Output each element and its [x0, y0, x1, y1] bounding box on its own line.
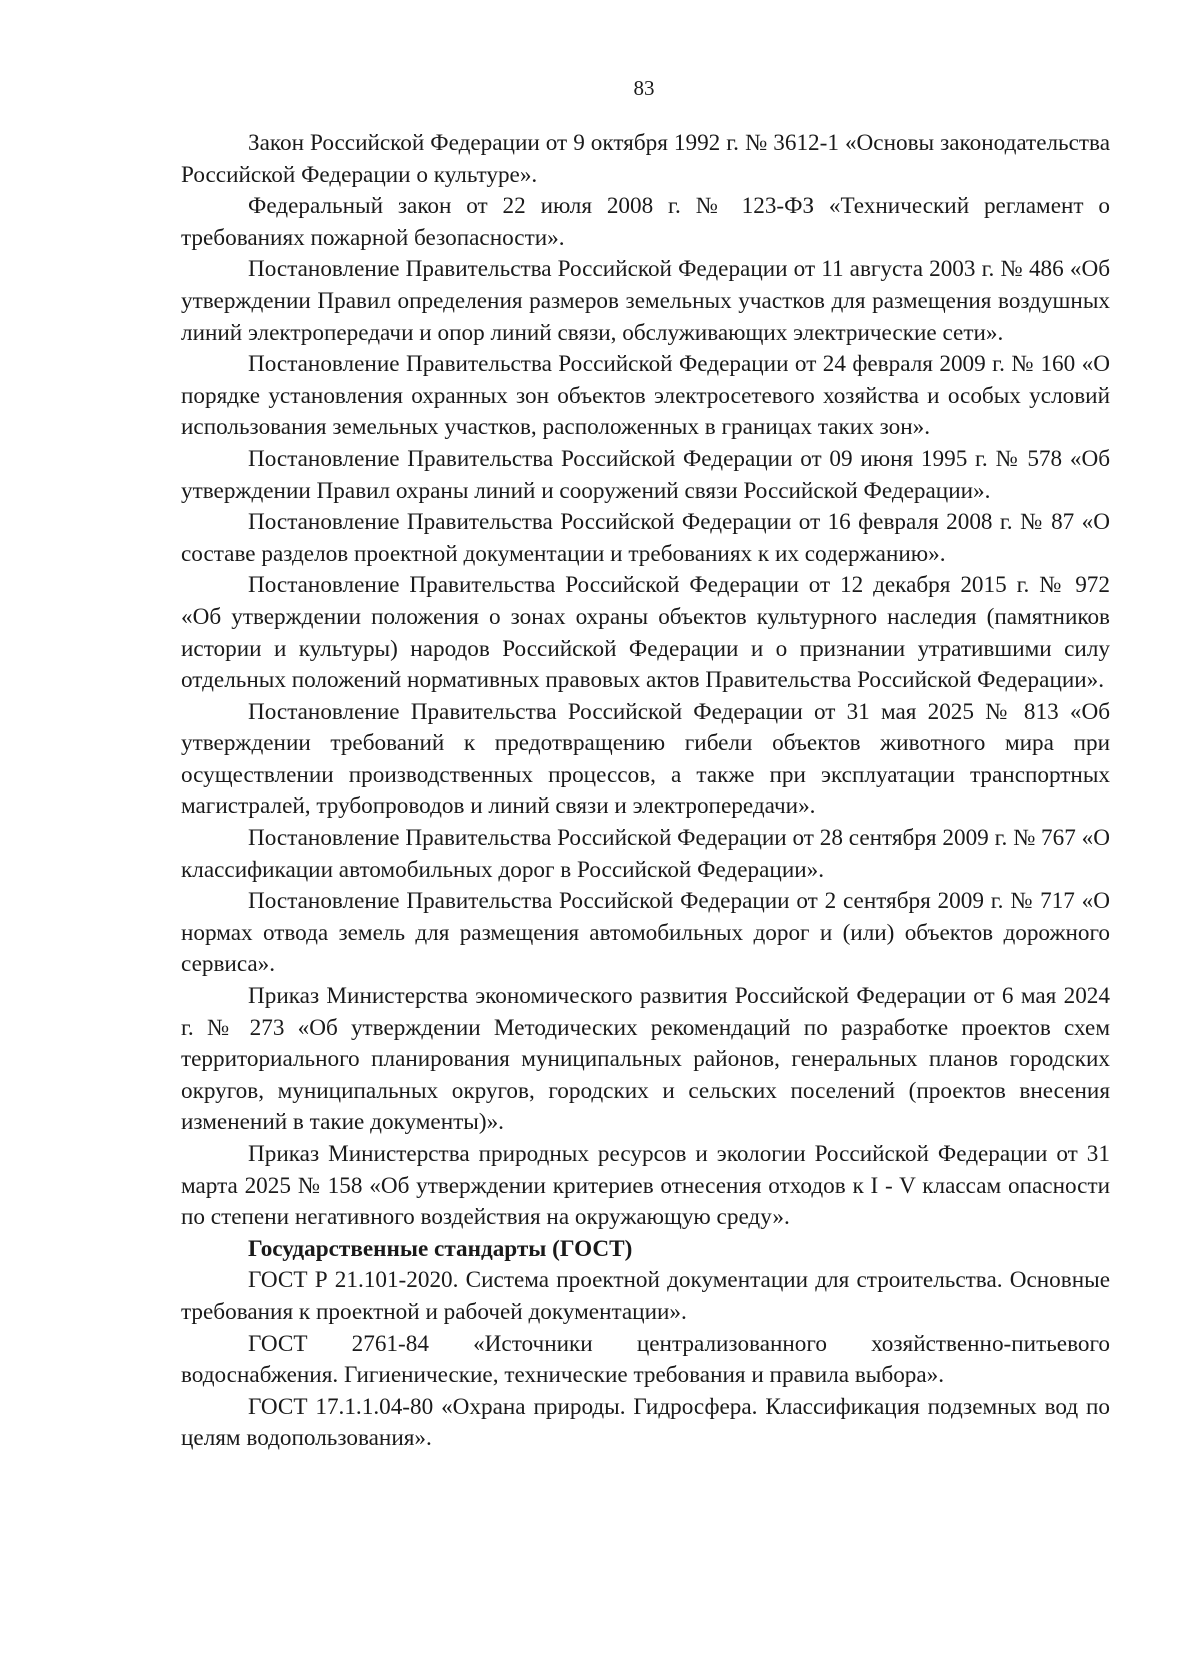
paragraph-order-158: Приказ Министерства природных ресурсов и экологии Российской Федерации от 31 марта 2025 № 158 «Об утверждении критериев отнесения отходов к I - V классам опасности по степени негативного воздействия на окружающую среду».: [181, 1141, 1110, 1231]
paragraph-order-273: Приказ Министерства экономического развития Российской Федерации от 6 мая 2024 г. № 273 «Об утверждении Методических рекомендаций по разработке проектов схем территориального планирования муниципальных районов, генеральных планов городских округов, муниципальных округов, городских и сельских поселений (проектов внесения изменений в такие документы)».: [181, 983, 1110, 1136]
paragraph-gost-2761: ГОСТ 2761-84 «Источники централизованного хозяйственно-питьевого водоснабжения. Гигиенические, технические требования и правила выбора».: [181, 1330, 1110, 1389]
paragraph-law-culture: Закон Российской Федерации от 9 октября 1992 г. № 3612-1 «Основы законодательства Российской Федерации о культуре».: [181, 130, 1110, 188]
paragraph-decree-87: Постановление Правительства Российской Федерации от 16 февраля 2008 г. № 87 «О составе разделов проектной документации и требованиях к их содержанию».: [181, 509, 1110, 567]
paragraph-decree-717: Постановление Правительства Российской Федерации от 2 сентября 2009 г. № 717 «О нормах отвода земель для размещения автомобильных дорог и (или) объектов дорожного сервиса».: [181, 888, 1110, 978]
paragraph-gost-17-1-1-04: ГОСТ 17.1.1.04-80 «Охрана природы. Гидросфера. Классификация подземных вод по целям водопользования».: [181, 1393, 1110, 1452]
paragraph-decree-972: Постановление Правительства Российской Федерации от 12 декабря 2015 г. № 972 «Об утверждении положения о зонах охраны объектов культурного наследия (памятников истории и культуры) народов Российской Федерации и о признании утратившими силу отдельных положений нормативных правовых актов Правительства Российской Федерации».: [181, 572, 1110, 694]
paragraph-gost-21-101: ГОСТ Р 21.101-2020. Система проектной документации для строительства. Основные требования к проектной и рабочей документации».: [181, 1267, 1110, 1325]
paragraph-decree-486: Постановление Правительства Российской Федерации от 11 августа 2003 г. № 486 «Об утверждении Правил определения размеров земельных участков для размещения воздушных линий электропередачи и опор линий связи, обслуживающих электрические сети».: [181, 256, 1110, 346]
section-heading-gost: Государственные стандарты (ГОСТ): [248, 1235, 633, 1262]
document-body: [181, 128, 1110, 1455]
paragraph-decree-160: Постановление Правительства Российской Федерации от 24 февраля 2009 г. № 160 «О порядке установления охранных зон объектов электросетевого хозяйства и особых условий использования земельных участков, расположенных в границах таких зон».: [181, 351, 1110, 441]
page-number: 83: [633, 76, 655, 100]
paragraph-decree-813: Постановление Правительства Российской Федерации от 31 мая 2025 № 813 «Об утверждении требований к предотвращению гибели объектов животного мира при осуществлении производственных процессов, а также при эксплуатации транспортных магистралей, трубопроводов и линий связи и электропередачи».: [181, 698, 1110, 820]
paragraph-fire-safety-law: Федеральный закон от 22 июля 2008 г. № 123-ФЗ «Технический регламент о требованиях пожарной безопасности».: [181, 193, 1110, 251]
paragraph-decree-767: Постановление Правительства Российской Федерации от 28 сентября 2009 г. № 767 «О классификации автомобильных дорог в Российской Федерации».: [181, 825, 1110, 883]
paragraph-decree-578: Постановление Правительства Российской Федерации от 09 июня 1995 г. № 578 «Об утверждении Правил охраны линий и сооружений связи Российской Федерации».: [181, 445, 1110, 504]
